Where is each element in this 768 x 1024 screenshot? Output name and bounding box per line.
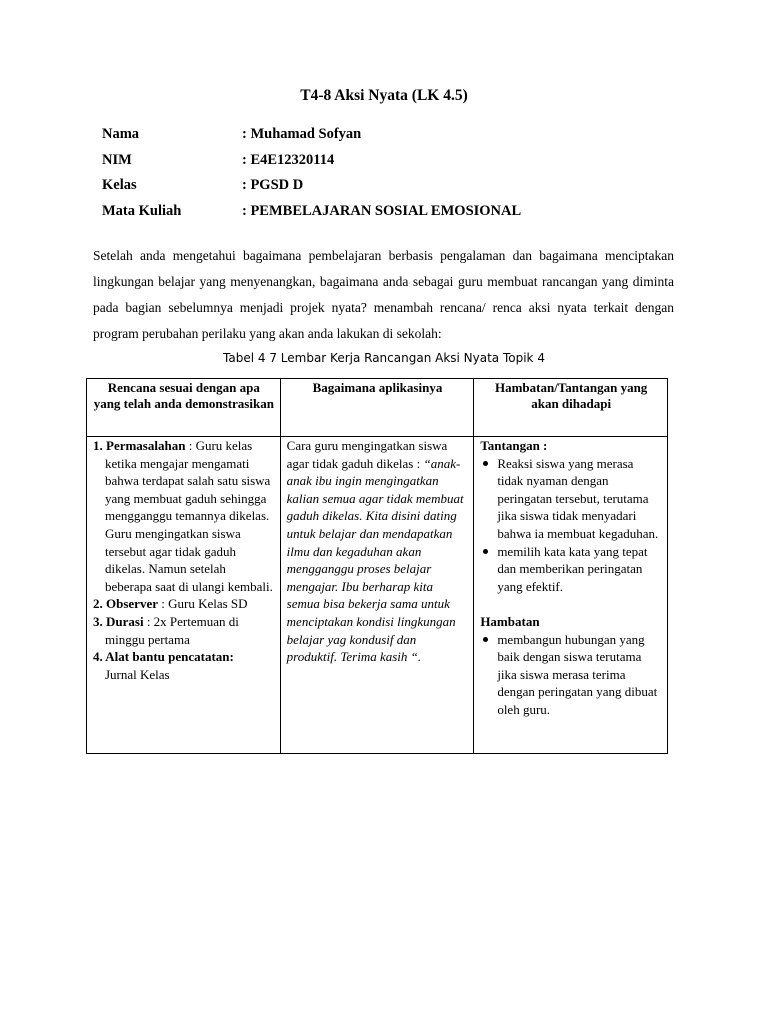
step-text: : 2x Pertemuan di minggu pertama (105, 613, 239, 647)
info-label: Nama (102, 126, 140, 142)
info-row-mata-kuliah (102, 203, 521, 229)
step-label: 1. Permasalahan (93, 438, 186, 453)
header-aplikasi: Bagaimana aplikasinya (280, 379, 474, 437)
application-intro: Cara guru mengingatkan siswa agar tidak gaduh dikelas : (286, 438, 448, 471)
application-quote: “anak-anak ibu ingin mengingatkan kalian semua agar tidak membuat gaduh dikelas. Kita disini dating untuk belajar dan mendapatkan ilmu dan kegaduhan akan mengganggu proses belajar mengajar. Ibu berharap kita semua bisa bekerja sama untuk menciptakan kondisi lingkungan belajar yag kondusif dan produktif. Terima kasih “. (286, 455, 464, 665)
list-item: Reaksi siswa yang merasa tidak nyaman dengan peringatan tersebut, terutama jika siswa tidak menyadari bahwa ia membuat kegaduhan. (480, 455, 662, 543)
tantangan-label: Tantangan : (480, 438, 548, 453)
header-rencana: Rencana sesuai dengan apa yang telah anda demonstrasikan (87, 379, 281, 437)
student-info (102, 126, 521, 228)
hambatan-label: Hambatan (480, 613, 540, 629)
plan-steps (93, 437, 275, 683)
step-label: 3. Durasi (93, 613, 144, 629)
info-label: Mata Kuliah (102, 202, 182, 219)
info-value: : PGSD D (242, 177, 304, 193)
step-text: : Guru kelas ketika mengajar mengamati bahwa terdapat salah satu siswa yang membuat gaduh sehingga mengganggu temannya dikelas. Guru mengingatkan siswa tersebut agar tidak gaduh dikelas. Namun setelah beberapa saat di ulangi kembali. (105, 438, 273, 594)
list-item (93, 437, 275, 595)
table-caption: Tabel 4 7 Lembar Kerja Rancangan Aksi Nyata Topik 4 (223, 351, 545, 365)
info-label: NIM (102, 151, 132, 168)
cell-aplikasi (280, 437, 474, 754)
info-value: : E4E12320114 (242, 151, 335, 168)
list-item (93, 595, 275, 613)
list-item (93, 648, 275, 683)
info-row-kelas (102, 177, 521, 203)
info-row-nim (102, 152, 521, 178)
info-label: Kelas (102, 177, 137, 193)
table-row (87, 437, 668, 754)
step-text: : Guru Kelas SD (157, 596, 248, 612)
action-plan-table (86, 378, 668, 754)
info-row-nama (102, 126, 521, 152)
info-value: : PEMBELAJARAN SOSIAL EMOSIONAL (242, 202, 522, 219)
document-title: T4-8 Aksi Nyata (LK 4.5) (300, 87, 468, 104)
hambatan-list (480, 631, 662, 719)
header-hambatan: Hambatan/Tantangan yang akan dihadapi (474, 379, 668, 437)
tantangan-list (480, 455, 662, 596)
intro-paragraph: Setelah anda mengetahui bagaimana pembelajaran berbasis pengalaman dan bagaimana menciptakan lingkungan belajar yang menyenangkan, bagaimana anda sebagai guru membuat rancangan yang diminta pada bagian sebelumnya menjadi projek nyata? menambah rencana/ renca aksi nyata terkait dengan program perubahan perilaku yang akan anda lakukan di sekolah: (93, 248, 674, 341)
list-item: membangun hubungan yang baik dengan siswa terutama jika siswa merasa terima dengan peringatan yang dibuat oleh guru. (480, 631, 662, 719)
cell-rencana (87, 437, 281, 754)
step-text: Jurnal Kelas (105, 666, 170, 682)
spacer (480, 595, 662, 613)
info-value: : Muhamad Sofyan (242, 126, 362, 142)
cell-hambatan (474, 437, 668, 754)
table-header-row (87, 379, 668, 437)
step-label: 4. Alat bantu pencatatan: (93, 649, 234, 665)
step-label: 2. Observer (93, 596, 158, 612)
list-item: memilih kata kata yang tepat dan memberikan peringatan yang efektif. (480, 543, 662, 596)
list-item (93, 613, 275, 648)
